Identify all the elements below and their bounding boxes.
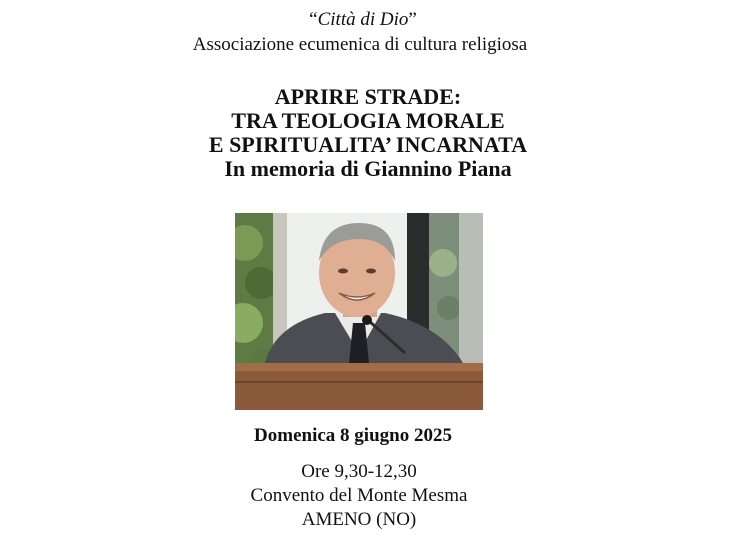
event-place: AMENO (NO) xyxy=(301,509,417,530)
event-details xyxy=(0,460,729,532)
event-time: Ore 9,30-12,30 xyxy=(301,461,417,482)
event-venue: Convento del Monte Mesma xyxy=(250,485,468,506)
title-line-3: E SPIRITUALITA’ INCARNATA xyxy=(208,132,528,157)
association-subtitle: Associazione ecumenica di cultura religiosa xyxy=(192,34,528,55)
event-title xyxy=(0,85,738,181)
title-line-2: TRA TEOLOGIA MORALE xyxy=(231,108,505,133)
event-date: Domenica 8 giugno 2025 xyxy=(254,425,452,446)
title-line-1: APRIRE STRADE: xyxy=(274,84,462,109)
quote-open: “ xyxy=(309,9,318,30)
organization-name: Città di Dio xyxy=(317,9,409,30)
quote-close: ” xyxy=(408,9,417,30)
speaker-portrait-photo xyxy=(235,213,483,410)
organization-name-line xyxy=(0,9,733,31)
title-line-4: In memoria di Giannino Piana xyxy=(224,156,512,181)
